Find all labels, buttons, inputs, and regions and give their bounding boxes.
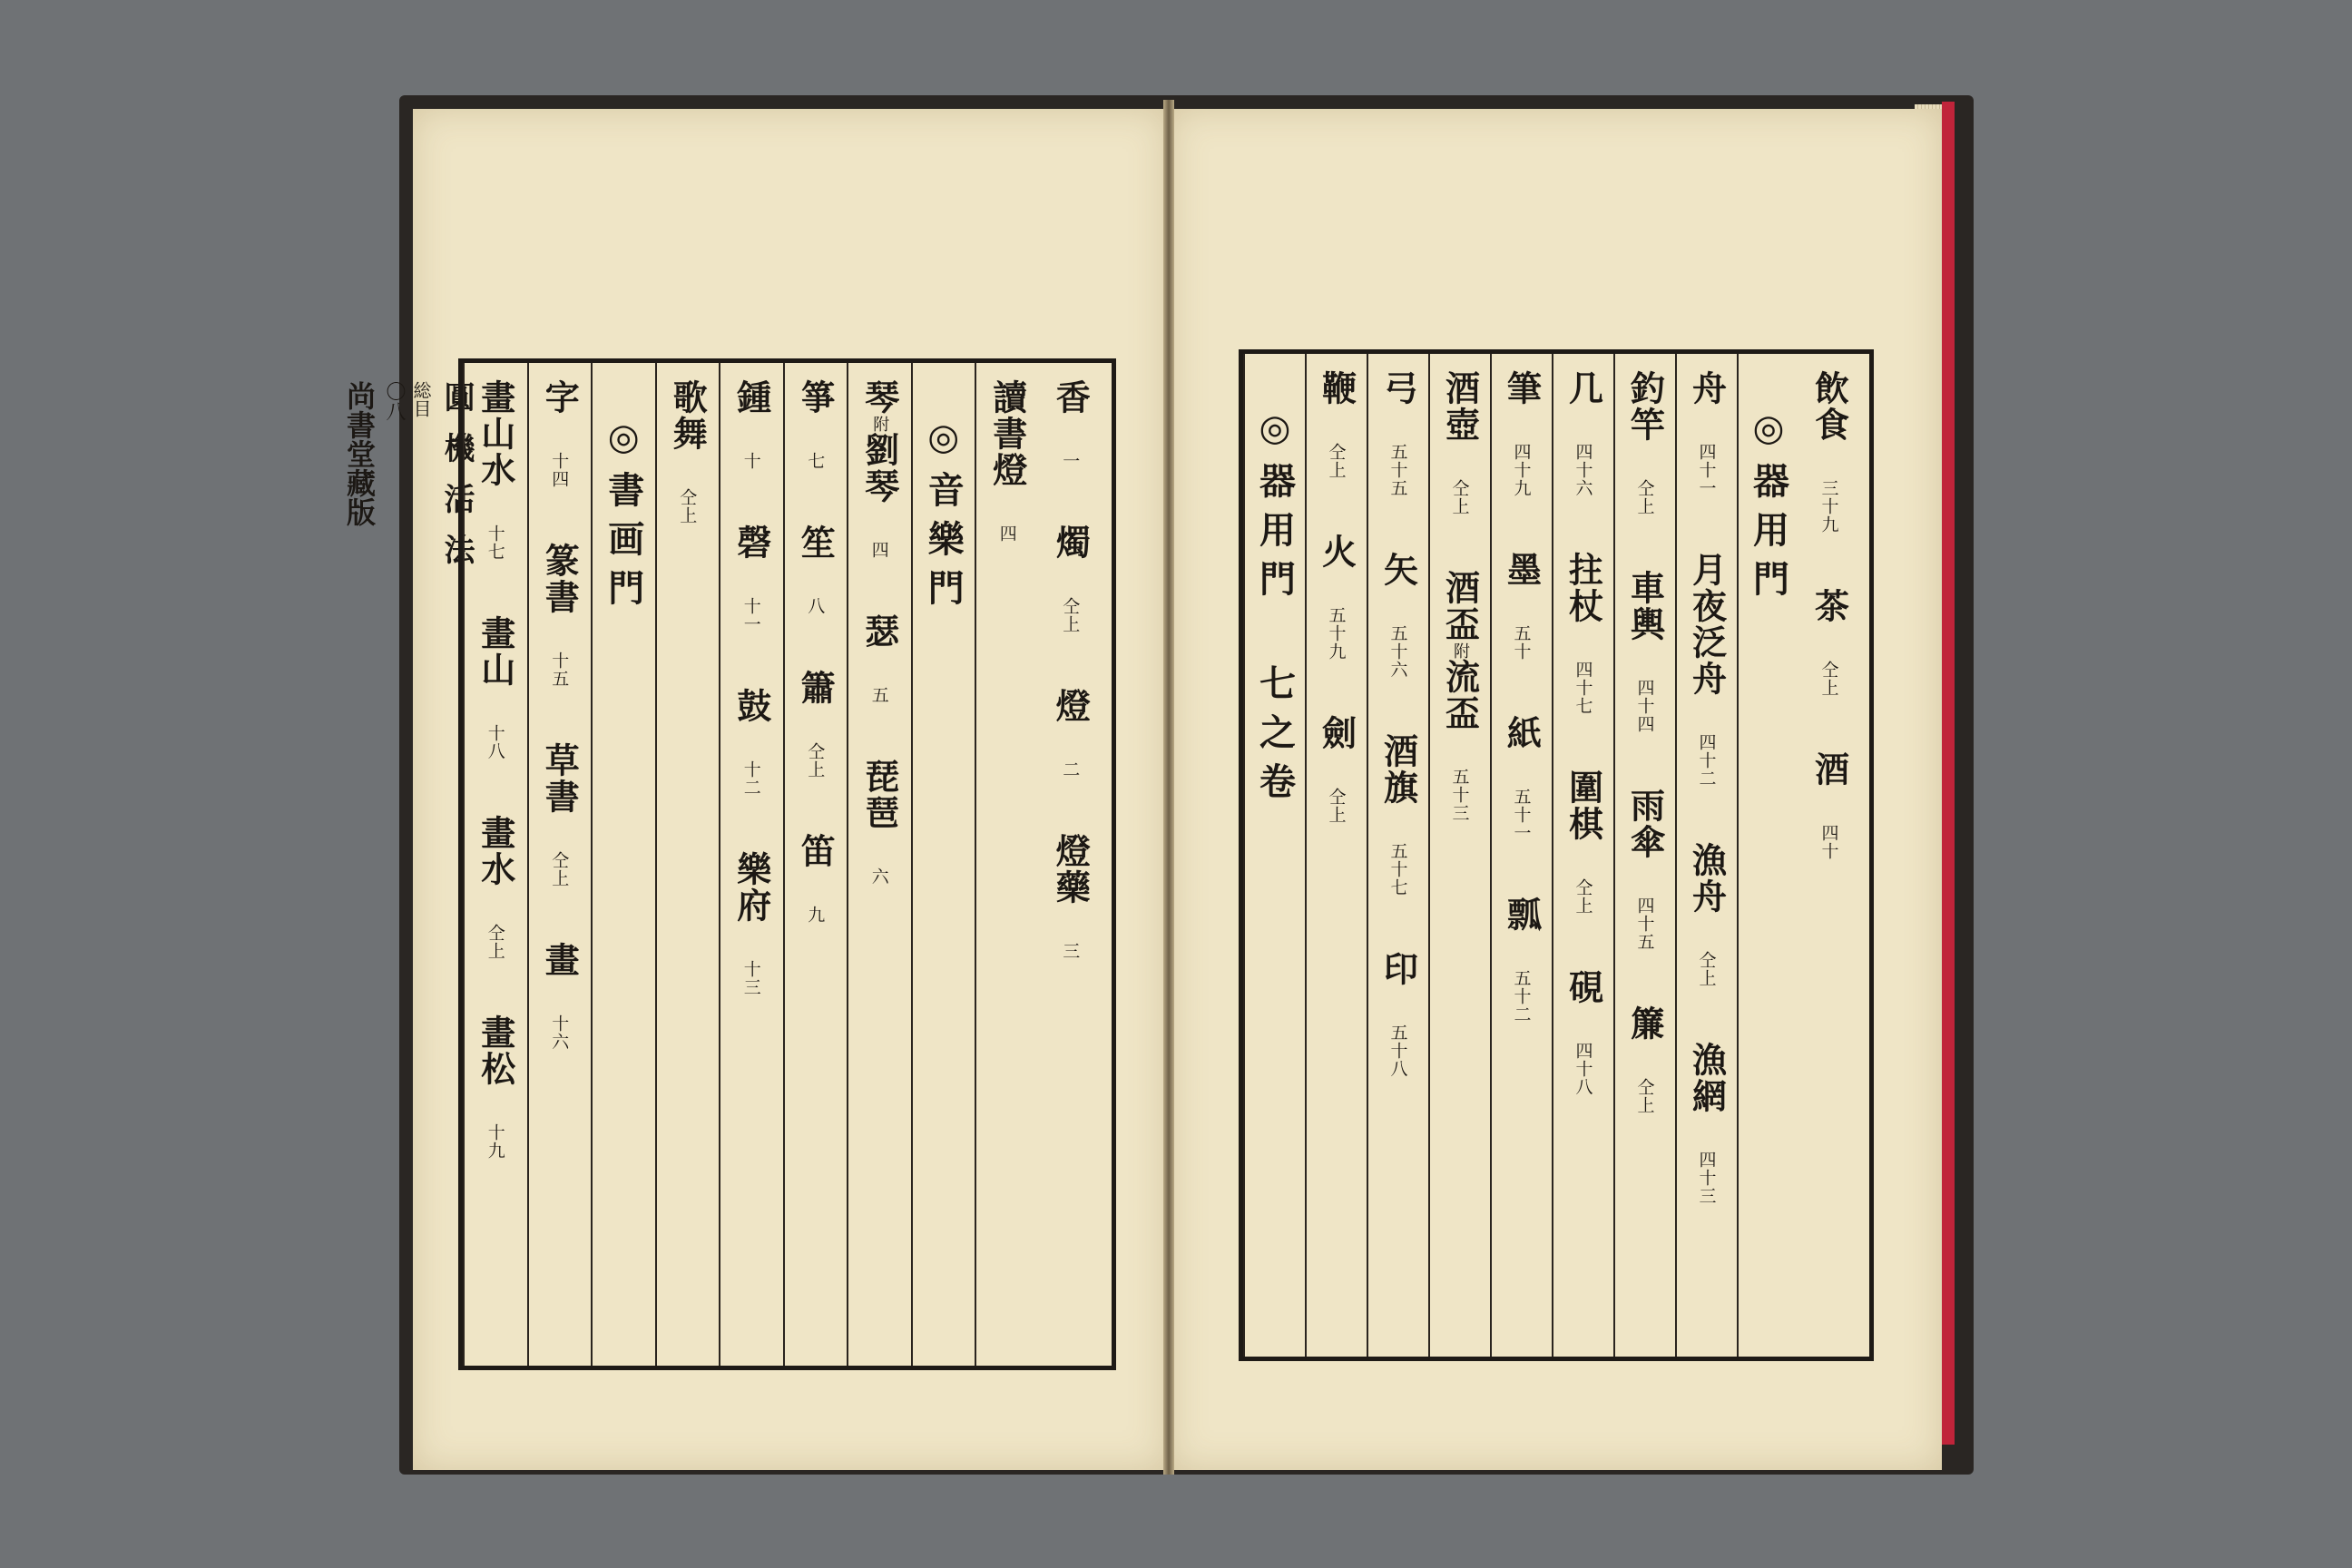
entry-term: 畫 (539, 942, 581, 978)
entry-term: 劍 (1316, 715, 1357, 751)
entry-page-ref: 仝上 (1818, 661, 1839, 697)
entry-page-ref: 仝上 (485, 924, 505, 960)
entry-term: 燈 (1050, 688, 1092, 724)
entry-term: 雨傘 (1624, 788, 1666, 860)
entry-term: 茶 (1808, 588, 1850, 624)
entry-page-ref: 仝上 (1449, 479, 1470, 515)
entry-page-ref: 十一 (740, 597, 761, 633)
entry-page-ref: 四十九 (1511, 443, 1532, 497)
entry-term: 歌舞 (667, 379, 709, 452)
entry-page-ref: 五 (868, 686, 889, 704)
entry-page-ref: 五十五 (1387, 443, 1408, 497)
entry-term: 月夜泛舟 (1686, 552, 1728, 697)
book-gutter (1163, 100, 1174, 1475)
entry-page-ref: 六 (868, 867, 889, 886)
entry-page-ref: 十四 (549, 452, 570, 488)
entry-term: 篆書 (539, 543, 581, 615)
entry-page-ref: 五十六 (1387, 624, 1408, 679)
entry-page-ref: 仝上 (549, 851, 570, 887)
entry-column (655, 363, 720, 1366)
entry-page-ref: 五十九 (1326, 606, 1347, 661)
entry-term: 燈藥 (1050, 833, 1092, 906)
left-page-frame (458, 358, 1116, 1370)
entry-term: 瑟 (858, 613, 900, 650)
entry-page-ref: 四十 (1818, 824, 1839, 860)
section-heading-column (591, 363, 655, 1366)
entry-page-ref: 四十八 (1573, 1042, 1593, 1096)
entry-term: 飲食 (1808, 370, 1850, 443)
publisher-imprint: 尚書堂藏版 (342, 381, 377, 526)
entry-page-ref: 四十四 (1634, 679, 1655, 733)
entry-page-ref: 四 (868, 541, 889, 559)
entry-page-ref: 四十七 (1573, 661, 1593, 715)
entry-page-ref: 三 (1060, 942, 1081, 960)
entry-term: 車輿 (1624, 570, 1666, 642)
entry-page-ref: 十 (740, 452, 761, 470)
section-heading: ◎器用門 (1747, 407, 1790, 609)
right-page-frame (1239, 349, 1874, 1361)
entry-term: 琴 (858, 379, 900, 416)
entry-term: 簫 (795, 670, 837, 706)
entry-term: 燭 (1050, 524, 1092, 561)
entry-column (527, 363, 592, 1366)
entry-column (847, 363, 911, 1366)
entry-page-ref: 十七 (485, 524, 505, 561)
book-title: 圓機活法 (438, 381, 475, 584)
section-label: 総目 (410, 381, 432, 417)
entry-page-ref: 八 (805, 597, 826, 615)
entry-page-ref: 仝上 (677, 488, 698, 524)
entry-term: 印 (1377, 951, 1419, 987)
section-heading: ◎器用門 七之卷 (1253, 407, 1297, 811)
entry-term: 笙 (795, 524, 837, 561)
entry-term: 畫山 (475, 615, 516, 688)
entry-page-ref: 四十一 (1696, 443, 1717, 497)
entry-column (1305, 354, 1367, 1357)
entry-term: 矢 (1377, 552, 1419, 588)
entry-page-ref: 十九 (485, 1123, 505, 1160)
entry-term: 讀書燈 (986, 379, 1028, 488)
entry-page-ref: 十六 (549, 1014, 570, 1051)
entry-term: 拄杖 (1563, 552, 1604, 624)
entry-column (1428, 354, 1490, 1357)
entry-column (463, 363, 527, 1366)
entry-page-ref: 七 (805, 452, 826, 470)
entry-page-ref: 仝上 (1326, 443, 1347, 479)
entry-column (1675, 354, 1737, 1357)
entry-term: 弓 (1377, 370, 1419, 407)
entry-term: 紙 (1501, 715, 1543, 751)
entry-page-ref: 四十二 (1696, 733, 1717, 788)
entry-page-ref: 十二 (740, 760, 761, 797)
entry-term: 附 (870, 416, 890, 432)
section-heading: ◎書画門 (602, 416, 645, 618)
entry-page-ref: 四十三 (1696, 1151, 1717, 1205)
entry-page-ref: 十五 (549, 652, 570, 688)
entry-term: 畫山水 (475, 379, 516, 488)
page-number: 〇八 (383, 381, 406, 421)
entry-page-ref: 仝上 (1634, 1078, 1655, 1114)
entry-page-ref: 五十一 (1511, 788, 1532, 842)
entry-term: 附 (1451, 642, 1470, 659)
entry-term: 筆 (1501, 370, 1543, 407)
entry-column (1798, 354, 1860, 1357)
entry-term: 樂府 (730, 851, 772, 924)
entry-term: 笛 (795, 833, 837, 869)
entry-term: 流盃 (1439, 659, 1481, 731)
entry-term: 圍棋 (1563, 769, 1604, 842)
entry-term: 火 (1316, 534, 1357, 570)
entry-page-ref: 五十三 (1449, 768, 1470, 822)
entry-page-ref: 十八 (485, 724, 505, 760)
entry-column (1552, 354, 1613, 1357)
entry-column (1613, 354, 1675, 1357)
entry-term: 字 (539, 379, 581, 416)
entry-term: 磬 (730, 524, 772, 561)
entry-page-ref: 五十八 (1387, 1024, 1408, 1078)
entry-column (1367, 354, 1428, 1357)
section-heading: ◎音樂門 (922, 416, 965, 618)
entry-term: 畫松 (475, 1014, 516, 1087)
entry-term: 劉琴 (858, 432, 900, 505)
entry-page-ref: 仝上 (1696, 951, 1717, 987)
entry-column (1490, 354, 1552, 1357)
entry-column (719, 363, 783, 1366)
entry-term: 箏 (795, 379, 837, 416)
entry-term: 畫水 (475, 815, 516, 887)
entry-term: 香 (1050, 379, 1092, 416)
entry-page-ref: 十三 (740, 960, 761, 996)
entry-term: 鍾 (730, 379, 772, 416)
entry-term: 鞭 (1316, 370, 1357, 407)
section-heading-column (1737, 354, 1798, 1357)
entry-term: 硯 (1563, 969, 1604, 1005)
section-heading-column (911, 363, 975, 1366)
entry-term: 琵琶 (858, 759, 900, 831)
entry-term: 几 (1563, 370, 1604, 407)
entry-page-ref: 仝上 (1326, 788, 1347, 824)
red-page-edge (1942, 102, 1955, 1445)
entry-term: 酒壺 (1439, 370, 1481, 443)
entry-page-ref: 仝上 (1634, 479, 1655, 515)
entry-term: 酒旗 (1377, 733, 1419, 806)
entry-term: 鼓 (730, 688, 772, 724)
entry-term: 舟 (1686, 370, 1728, 407)
entry-column (975, 363, 1039, 1366)
entry-page-ref: 五十 (1511, 624, 1532, 661)
section-heading-column (1243, 354, 1305, 1357)
entry-term: 酒盃 (1439, 570, 1481, 642)
entry-term: 釣竿 (1624, 370, 1666, 443)
entry-term: 簾 (1624, 1005, 1666, 1042)
entry-page-ref: 五十二 (1511, 969, 1532, 1024)
entry-term: 瓢 (1501, 897, 1543, 933)
entry-term: 墨 (1501, 552, 1543, 588)
entry-page-ref: 九 (805, 906, 826, 924)
entry-page-ref: 仝上 (805, 742, 826, 779)
entry-page-ref: 二 (1060, 760, 1081, 779)
entry-page-ref: 四十五 (1634, 897, 1655, 951)
entry-term: 漁舟 (1686, 842, 1728, 915)
entry-page-ref: 三十九 (1818, 479, 1839, 534)
entry-page-ref: 四 (996, 524, 1017, 543)
entry-term: 酒 (1808, 751, 1850, 788)
entry-term: 草書 (539, 742, 581, 815)
entry-page-ref: 仝上 (1573, 878, 1593, 915)
entry-term: 漁網 (1686, 1042, 1728, 1114)
entry-page-ref: 一 (1060, 452, 1081, 470)
entry-column (1039, 363, 1103, 1366)
entry-page-ref: 五十七 (1387, 842, 1408, 897)
entry-page-ref: 仝上 (1060, 597, 1081, 633)
entry-column (783, 363, 848, 1366)
entry-page-ref: 四十六 (1573, 443, 1593, 497)
